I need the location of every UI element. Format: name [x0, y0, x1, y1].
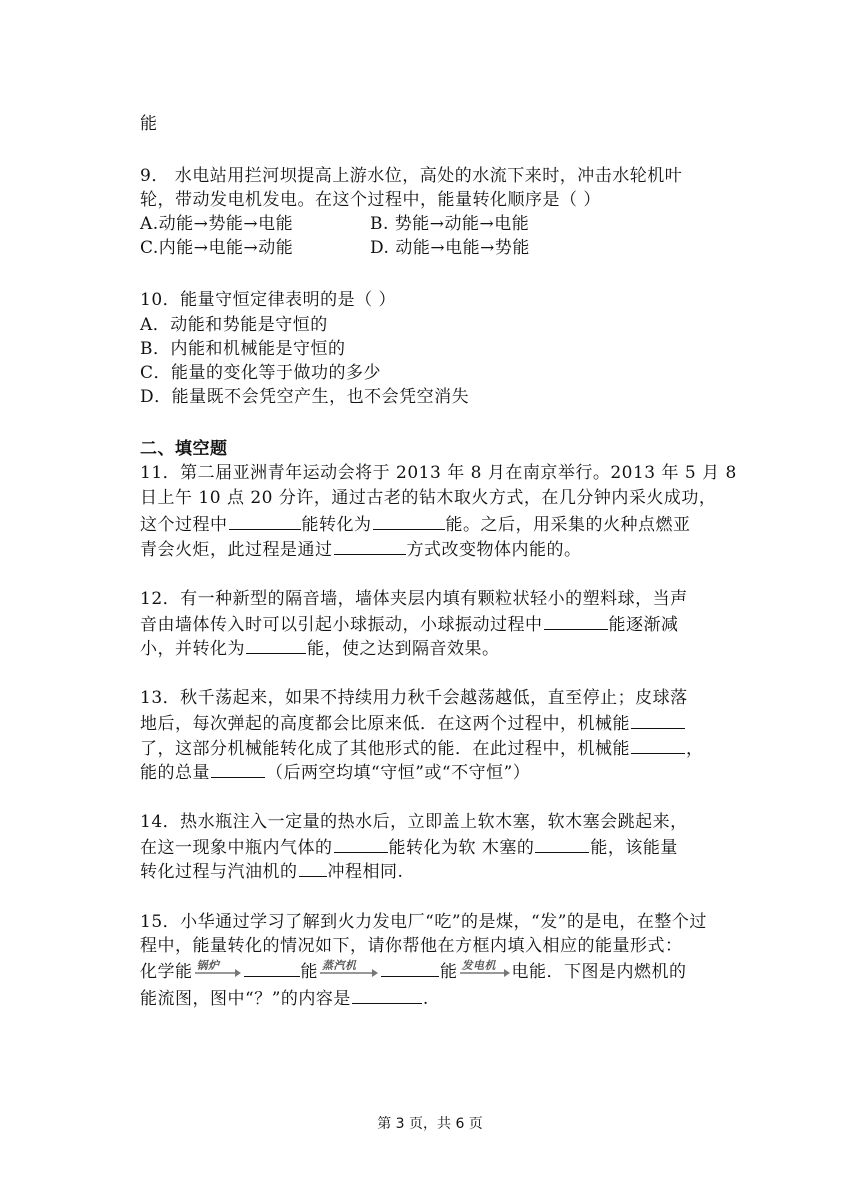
- steam-engine-arrow: [320, 958, 378, 982]
- q11-line1: 11．第二届亚洲青年运动会将于 2013 年 8 月在南京举行。2013 年 5 月 8: [140, 463, 737, 483]
- answer-blank[interactable]: [229, 511, 301, 530]
- q14-line1: 14．热水瓶注入一定量的热水后，立即盖上软木塞，软木塞会跳起来，: [140, 812, 688, 832]
- q11-text: 这个过程中: [140, 515, 228, 535]
- q15-text: 电能．下图是内燃机的: [511, 962, 687, 982]
- answer-blank[interactable]: [244, 958, 300, 977]
- q14-text: 在这一现象中瓶内气体的: [140, 838, 333, 858]
- q15-line4: [140, 985, 429, 1011]
- q12-line1: 12．有一种新型的隔音墙，墙体夹层内填有颗粒状轻小的塑料球，当声: [140, 589, 688, 609]
- q11-line2: 日上午 10 点 20 分许，通过古老的钻木取火方式，在几分钟内采火成功，: [140, 488, 717, 508]
- q10-option-c: C．能量的变化等于做功的多少: [140, 363, 382, 383]
- q15-text: .: [422, 989, 429, 1009]
- q10-option-d: D．能量既不会凭空产生，也不会凭空消失: [140, 387, 470, 407]
- q13-line3: [140, 735, 704, 761]
- answer-blank[interactable]: [334, 834, 388, 853]
- q9-line2: 轮，带动发电机发电。在这个过程中，能量转化顺序是（ ）: [140, 190, 601, 210]
- q13-text: 能的总量: [140, 763, 210, 783]
- q14-text: 能，该能量: [590, 838, 678, 858]
- arrow-right-icon: [320, 968, 378, 978]
- q13-text: 了，这部分机械能转化成了其他形式的能．在此过程中，机械能: [140, 739, 630, 759]
- answer-blank[interactable]: [631, 735, 685, 754]
- q14-line3: [140, 858, 403, 884]
- generator-label: 发电机: [461, 959, 496, 972]
- q14-text: 转化过程与汽油机的: [140, 862, 298, 882]
- answer-blank[interactable]: [334, 536, 406, 555]
- q9-options-row1: [140, 212, 293, 236]
- q14-text: 能转化为软 木塞的: [388, 838, 535, 858]
- q11-text: 能。之后，用采集的火种点燃亚: [445, 515, 691, 535]
- q11-text: 能转化为: [301, 515, 372, 535]
- answer-blank[interactable]: [373, 511, 445, 530]
- q12-text: 能逐渐减: [608, 615, 679, 635]
- q9-option-d: D. 动能→电能→势能: [370, 238, 530, 258]
- q11-text: 青会火炬，此过程是通过: [140, 540, 333, 560]
- boiler-label: 锅炉: [196, 959, 220, 972]
- q12-text: 小，并转化为: [140, 639, 245, 659]
- q9-option-b: B. 势能→动能→电能: [370, 214, 530, 234]
- q10-option-b: B．内能和机械能是守恒的: [140, 339, 346, 359]
- q9-line1: 9． 水电站用拦河坝提高上游水位，高处的水流下来时，冲击水轮机叶: [140, 166, 683, 186]
- q11-text: 方式改变物体内能的。: [406, 540, 582, 560]
- q15-text: 化学能: [140, 962, 193, 982]
- answer-blank[interactable]: [544, 611, 608, 630]
- q13-line1: 13．秋千荡起来，如果不持续用力秋千会越荡越低，直至停止；皮球落: [140, 688, 688, 708]
- answer-blank[interactable]: [299, 858, 327, 877]
- answer-blank[interactable]: [631, 710, 685, 729]
- arrow-right-icon: [195, 968, 241, 978]
- q9-option-a: A.动能→势能→电能: [140, 214, 294, 234]
- q15-text: 能: [440, 962, 458, 982]
- q12-text: 能，使之达到隔音效果。: [307, 639, 500, 659]
- page-footer: 第 3 页，共 6 页: [377, 1116, 483, 1132]
- section-title: 二、填空题: [140, 439, 228, 459]
- q13-line2: [140, 710, 686, 736]
- q15-line1: 15．小华通过学习了解到火力发电厂“吃”的是煤，“发”的是电，在整个过: [140, 912, 707, 932]
- answer-blank[interactable]: [246, 635, 306, 654]
- q13-line4: [140, 759, 530, 785]
- arrow-right-icon: [460, 968, 510, 978]
- generator-arrow: [460, 958, 510, 982]
- q15-text: 能: [300, 962, 318, 982]
- q11-line4: [140, 536, 582, 562]
- q14-text: 冲程相同.: [327, 862, 404, 882]
- answer-blank[interactable]: [352, 985, 422, 1004]
- boiler-arrow: [195, 958, 241, 982]
- q11-line3: [140, 511, 691, 537]
- top-fragment: 能: [140, 114, 158, 134]
- q15-text: 能流图，图中“？”的内容是: [140, 989, 351, 1009]
- q9-option-c: C.内能→电能→动能: [140, 238, 294, 258]
- q15-line3: [140, 958, 687, 984]
- steam-engine-label: 蒸汽机: [322, 959, 357, 972]
- q10-stem: 10．能量守恒定律表明的是（ ）: [140, 290, 397, 310]
- q13-text: ，: [686, 739, 704, 759]
- q15-line2: 程中，能量转化的情况如下，请你帮他在方框内填入相应的能量形式：: [140, 936, 683, 956]
- answer-blank[interactable]: [381, 958, 439, 977]
- q10-option-a: A．动能和势能是守恒的: [140, 315, 328, 335]
- q13-text: 地后，每次弹起的高度都会比原来低．在这两个过程中，机械能: [140, 714, 630, 734]
- q12-text: 音由墙体传入时可以引起小球振动，小球振动过程中: [140, 615, 543, 635]
- answer-blank[interactable]: [535, 834, 589, 853]
- answer-blank[interactable]: [211, 759, 265, 778]
- q13-text: （后两空均填“守恒”或“不守恒”）: [266, 763, 531, 783]
- q12-line3: [140, 635, 500, 661]
- q12-line2: [140, 611, 679, 637]
- q14-line2: [140, 834, 678, 860]
